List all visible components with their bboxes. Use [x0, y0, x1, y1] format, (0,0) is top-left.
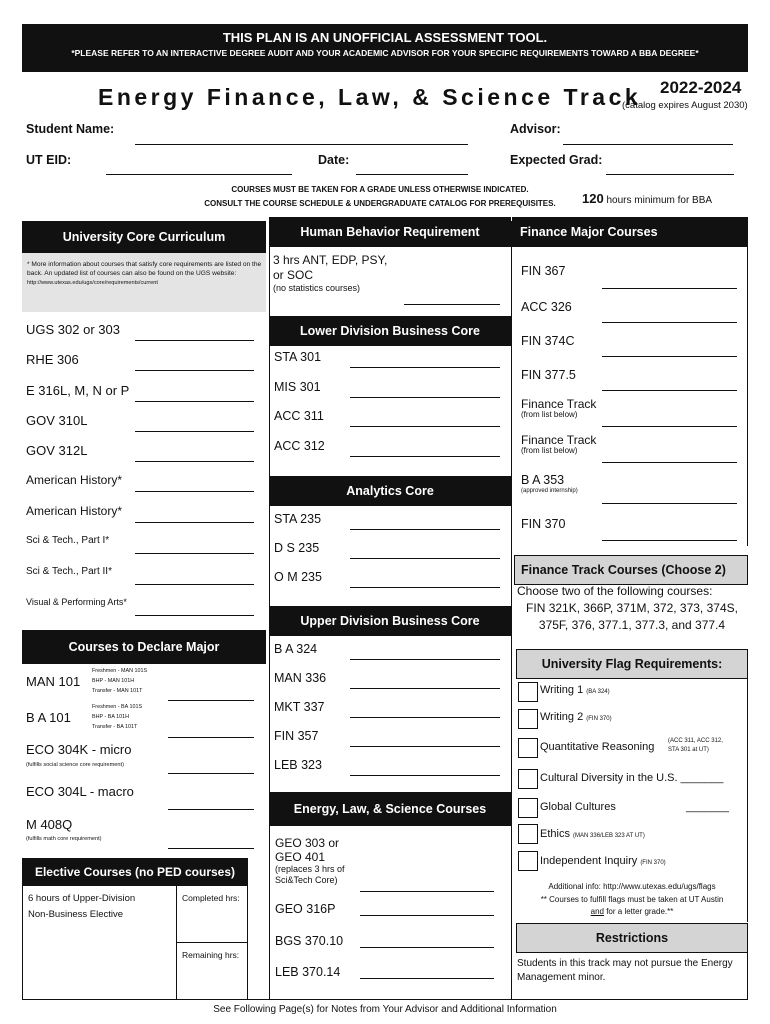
man101-blank[interactable] [168, 700, 254, 701]
restrictions-text2: Management minor. [517, 972, 606, 983]
els-course-label: GEO 316P [275, 902, 336, 916]
independent-note: (FIN 370) [640, 860, 666, 866]
finance-border-right [747, 221, 748, 546]
completed-hours-label[interactable]: Completed hrs: [182, 893, 240, 903]
acc326-blank[interactable] [602, 322, 737, 323]
man101-note: Freshmen - MAN 101S [92, 668, 148, 674]
fin3775-label: FIN 377.5 [521, 368, 576, 382]
footer-note: See Following Page(s) for Notes from Your Advisor and Additional Information [213, 1004, 557, 1015]
upper-course-blank[interactable] [350, 775, 500, 776]
bottom-rule [22, 999, 748, 1000]
human-line3: (no statistics courses) [273, 283, 361, 293]
ut-eid-field[interactable] [106, 174, 292, 175]
man101-label: MAN 101 [26, 674, 81, 689]
ethics-note: (MAN 336/LEB 323 AT UT) [573, 833, 645, 839]
man101-note: BHP - MAN 101H [92, 678, 135, 684]
catalog-expiry: (catalog expires August 2030) [622, 100, 748, 111]
finance-track1-note: (from list below) [521, 410, 578, 419]
core-item-blank[interactable] [135, 584, 254, 585]
eco304l-label: ECO 304L - macro [26, 784, 134, 799]
ba101-notes [92, 702, 142, 732]
lower-course-blank[interactable] [350, 397, 500, 398]
fin374c-label: FIN 374C [521, 334, 575, 348]
cultural-checkbox[interactable] [518, 769, 538, 789]
lower-division-header: Lower Division Business Core [269, 316, 511, 346]
els-header: Energy, Law, & Science Courses [269, 792, 511, 826]
disclaimer-banner [22, 24, 748, 72]
ethics-label [540, 828, 645, 840]
finance-major-header: Finance Major Courses [512, 217, 748, 247]
eco304k-note: (fulfills social science core requirement) [26, 762, 124, 768]
flags-info3-and: and [590, 907, 604, 916]
analytics-header: Analytics Core [269, 476, 511, 506]
global-blank[interactable]: _______ [686, 801, 729, 813]
eco304k-label: ECO 304K - micro [26, 742, 132, 757]
upper-division-header: Upper Division Business Core [269, 606, 511, 636]
core-item-blank[interactable] [135, 553, 254, 554]
writing1-text: Writing 1 [540, 684, 584, 696]
advisor-field[interactable] [563, 144, 733, 145]
advisor-label: Advisor: [510, 122, 561, 136]
flags-info2: ** Courses to fulfill flags must be taken at UT Austin [540, 895, 724, 904]
ba101-note: BHP - BA 101H [92, 714, 130, 720]
track-line3: 375F, 376, 377.1, 377.3, and 377.4 [538, 618, 726, 632]
global-label: Global Cultures [540, 801, 616, 813]
ut-eid-label: UT EID: [26, 153, 72, 167]
independent-label [540, 855, 666, 867]
core-info-text: * More information about courses that satisfy core requirements are listed on the back. An updated list of courses can also be found on the UGS website: [27, 261, 262, 277]
core-curriculum-header: University Core Curriculum [22, 221, 266, 253]
core-item-label: RHE 306 [26, 352, 79, 367]
geo303-blank[interactable] [360, 891, 494, 892]
expected-grad-label: Expected Grad: [510, 153, 603, 167]
lower-course-blank[interactable] [350, 426, 500, 427]
upper-course-blank[interactable] [350, 746, 500, 747]
ba101-note: Freshmen - BA 101S [92, 704, 143, 710]
core-item-label: UGS 302 or 303 [26, 322, 120, 337]
core-item-blank[interactable] [135, 522, 254, 523]
core-item-blank[interactable] [135, 491, 254, 492]
restrictions-border-right [747, 951, 748, 1000]
core-item-label: GOV 310L [26, 413, 88, 428]
analytics-course-label: STA 235 [274, 512, 322, 526]
analytics-course-label: D S 235 [274, 541, 320, 555]
remaining-hours-label[interactable]: Remaining hrs: [182, 950, 240, 960]
writing1-checkbox[interactable] [518, 682, 538, 702]
lower-course-label: MIS 301 [274, 380, 321, 394]
analytics-course-blank[interactable] [350, 529, 500, 530]
finance-track2-note: (from list below) [521, 446, 578, 455]
core-item-blank[interactable] [135, 370, 254, 371]
upper-course-blank[interactable] [350, 717, 500, 718]
core-info-box [22, 253, 266, 312]
finance-track-header: Finance Track Courses (Choose 2) [514, 555, 748, 585]
lower-course-label: ACC 312 [274, 439, 325, 453]
student-name-field[interactable] [135, 144, 468, 145]
elective-desc2: Non-Business Elective [28, 909, 124, 920]
hours-number: 120 [582, 191, 604, 206]
upper-course-label: LEB 323 [274, 758, 322, 772]
ethics-text: Ethics [540, 828, 570, 840]
els-course-blank[interactable] [360, 915, 494, 916]
quant-note1: (ACC 311, ACC 312, [668, 738, 723, 744]
middle-column-border-right [511, 221, 512, 1000]
independent-checkbox[interactable] [518, 851, 538, 871]
writing2-note: (FIN 370) [586, 716, 612, 722]
lower-course-blank[interactable] [350, 367, 500, 368]
hours-text: hours minimum for BBA [606, 195, 713, 206]
human-behavior-header: Human Behavior Requirement [269, 217, 511, 247]
lower-course-blank[interactable] [350, 456, 500, 457]
ethics-checkbox[interactable] [518, 824, 538, 844]
human-line1: 3 hrs ANT, EDP, PSY, [273, 253, 388, 267]
fin3775-blank[interactable] [602, 390, 737, 391]
man101-notes [92, 666, 147, 696]
date-field[interactable] [356, 174, 468, 175]
core-item-label: GOV 312L [26, 443, 88, 458]
banner-line1: THIS PLAN IS AN UNOFFICIAL ASSESSMENT TOOL. [222, 30, 548, 45]
finance-track1-label: Finance Track [521, 397, 597, 411]
human-blank[interactable] [404, 304, 500, 305]
writing2-label [540, 711, 612, 723]
ba353-note: (approved internship) [521, 488, 578, 494]
els-course-blank[interactable] [360, 978, 494, 979]
core-item-label: American History* [26, 504, 123, 518]
ba101-blank[interactable] [168, 737, 254, 738]
finance-track2-blank[interactable] [602, 462, 737, 463]
flag-requirements-header: University Flag Requirements: [516, 649, 748, 679]
acc326-label: ACC 326 [521, 300, 572, 314]
core-item-label: Sci & Tech., Part I* [26, 535, 110, 546]
prereq-note: CONSULT THE COURSE SCHEDULE & UNDERGRADUATE CATALOG FOR PREREQUISITES. [204, 199, 556, 208]
finance-track2-label: Finance Track [521, 433, 597, 447]
ba101-note: Transfer - BA 101T [92, 724, 138, 730]
grade-note: COURSES MUST BE TAKEN FOR A GRADE UNLESS OTHERWISE INDICATED. [231, 185, 529, 194]
core-item-label: Sci & Tech., Part II* [26, 566, 112, 577]
lower-course-label: STA 301 [274, 350, 322, 364]
core-item-label: American History* [26, 473, 123, 487]
analytics-course-blank[interactable] [350, 587, 500, 588]
eco304l-blank[interactable] [168, 809, 254, 810]
human-line2: or SOC [273, 268, 314, 282]
fin374c-blank[interactable] [602, 356, 737, 357]
flags-info1: Additional info: http://www.utexas.edu/ugs/flags [548, 882, 716, 891]
upper-course-label: MAN 336 [274, 671, 327, 685]
lower-course-label: ACC 311 [274, 409, 324, 423]
elective-desc1: 6 hours of Upper-Division [28, 893, 136, 904]
geo303-label: GEO 303 or [275, 836, 340, 850]
track-line1: Choose two of the following courses: [517, 584, 713, 598]
els-course-label: BGS 370.10 [275, 934, 344, 948]
writing2-text: Writing 2 [540, 711, 584, 723]
fin370-label: FIN 370 [521, 517, 566, 531]
date-label: Date: [318, 153, 350, 167]
quant-note2: STA 301 at UT) [668, 747, 709, 753]
track-line2: FIN 321K, 366P, 371M, 372, 373, 374S, [526, 601, 738, 615]
fin370-blank[interactable] [602, 540, 737, 541]
page-title: Energy Finance, Law, & Science Track [98, 84, 642, 110]
core-item-blank[interactable] [135, 615, 254, 616]
core-item-label: E 316L, M, N or P [26, 383, 130, 398]
ba353-blank[interactable] [602, 503, 737, 504]
upper-course-label: MKT 337 [274, 700, 325, 714]
els-course-label: LEB 370.14 [275, 965, 341, 979]
quant-label: Quantitative Reasoning [540, 741, 655, 753]
writing2-checkbox[interactable] [518, 709, 538, 729]
upper-course-label: FIN 357 [274, 729, 319, 743]
core-item-blank[interactable] [135, 401, 254, 402]
restrictions-text1: Students in this track may not pursue the Energy [517, 958, 733, 969]
core-item-blank[interactable] [135, 461, 254, 462]
elective-divider [176, 886, 177, 1000]
core-info-link[interactable]: http://www.utexas.edu/ugs/core/requirements/current [27, 280, 158, 286]
core-item-label: Visual & Performing Arts* [26, 597, 127, 607]
man101-note: Transfer - MAN 101T [92, 688, 143, 694]
geo-note2: Sci&Tech Core) [275, 875, 338, 885]
elective-divider-h [176, 942, 248, 943]
catalog-years: 2022-2024 [660, 78, 742, 97]
analytics-course-label: O M 235 [274, 570, 322, 584]
analytics-course-blank[interactable] [350, 558, 500, 559]
core-item-blank[interactable] [135, 431, 254, 432]
ba353-label: B A 353 [521, 473, 565, 487]
ba101-label: B A 101 [26, 710, 71, 725]
flags-info3 [516, 907, 748, 916]
quant-checkbox[interactable] [518, 738, 538, 758]
geo401-label: GEO 401 [275, 850, 326, 864]
student-name-label: Student Name: [26, 122, 115, 136]
upper-course-blank[interactable] [350, 659, 500, 660]
expected-grad-field[interactable] [606, 174, 734, 175]
independent-text: Independent Inquiry [540, 855, 638, 867]
core-item-blank[interactable] [135, 340, 254, 341]
writing1-note: (BA 324) [586, 689, 610, 695]
elective-header: Elective Courses (no PED courses) [22, 858, 248, 886]
fin367-blank[interactable] [602, 288, 737, 289]
upper-course-label: B A 324 [274, 642, 318, 656]
els-course-blank[interactable] [360, 947, 494, 948]
geo-note1: (replaces 3 hrs of [275, 864, 345, 874]
eco304k-blank[interactable] [168, 773, 254, 774]
upper-course-blank[interactable] [350, 688, 500, 689]
m408q-note: (fulfills math core requirement) [26, 836, 102, 842]
m408q-label: M 408Q [26, 817, 73, 832]
finance-track1-blank[interactable] [602, 426, 737, 427]
writing1-label [540, 684, 610, 696]
m408q-blank[interactable] [168, 848, 254, 849]
cultural-label: Cultural Diversity in the U.S. _______ [540, 772, 724, 784]
declare-major-header: Courses to Declare Major [22, 630, 266, 664]
banner-line2: *PLEASE REFER TO AN INTERACTIVE DEGREE AUDIT AND YOUR ACADEMIC ADVISOR FOR YOUR SPECIFIC REQUIREMENTS TOWARD A BBA DEGREE* [71, 48, 699, 58]
global-checkbox[interactable] [518, 798, 538, 818]
hours-minimum [582, 191, 712, 206]
flags-info3-rest: for a letter grade.** [603, 907, 674, 916]
restrictions-header: Restrictions [516, 923, 748, 953]
fin367-label: FIN 367 [521, 264, 566, 278]
